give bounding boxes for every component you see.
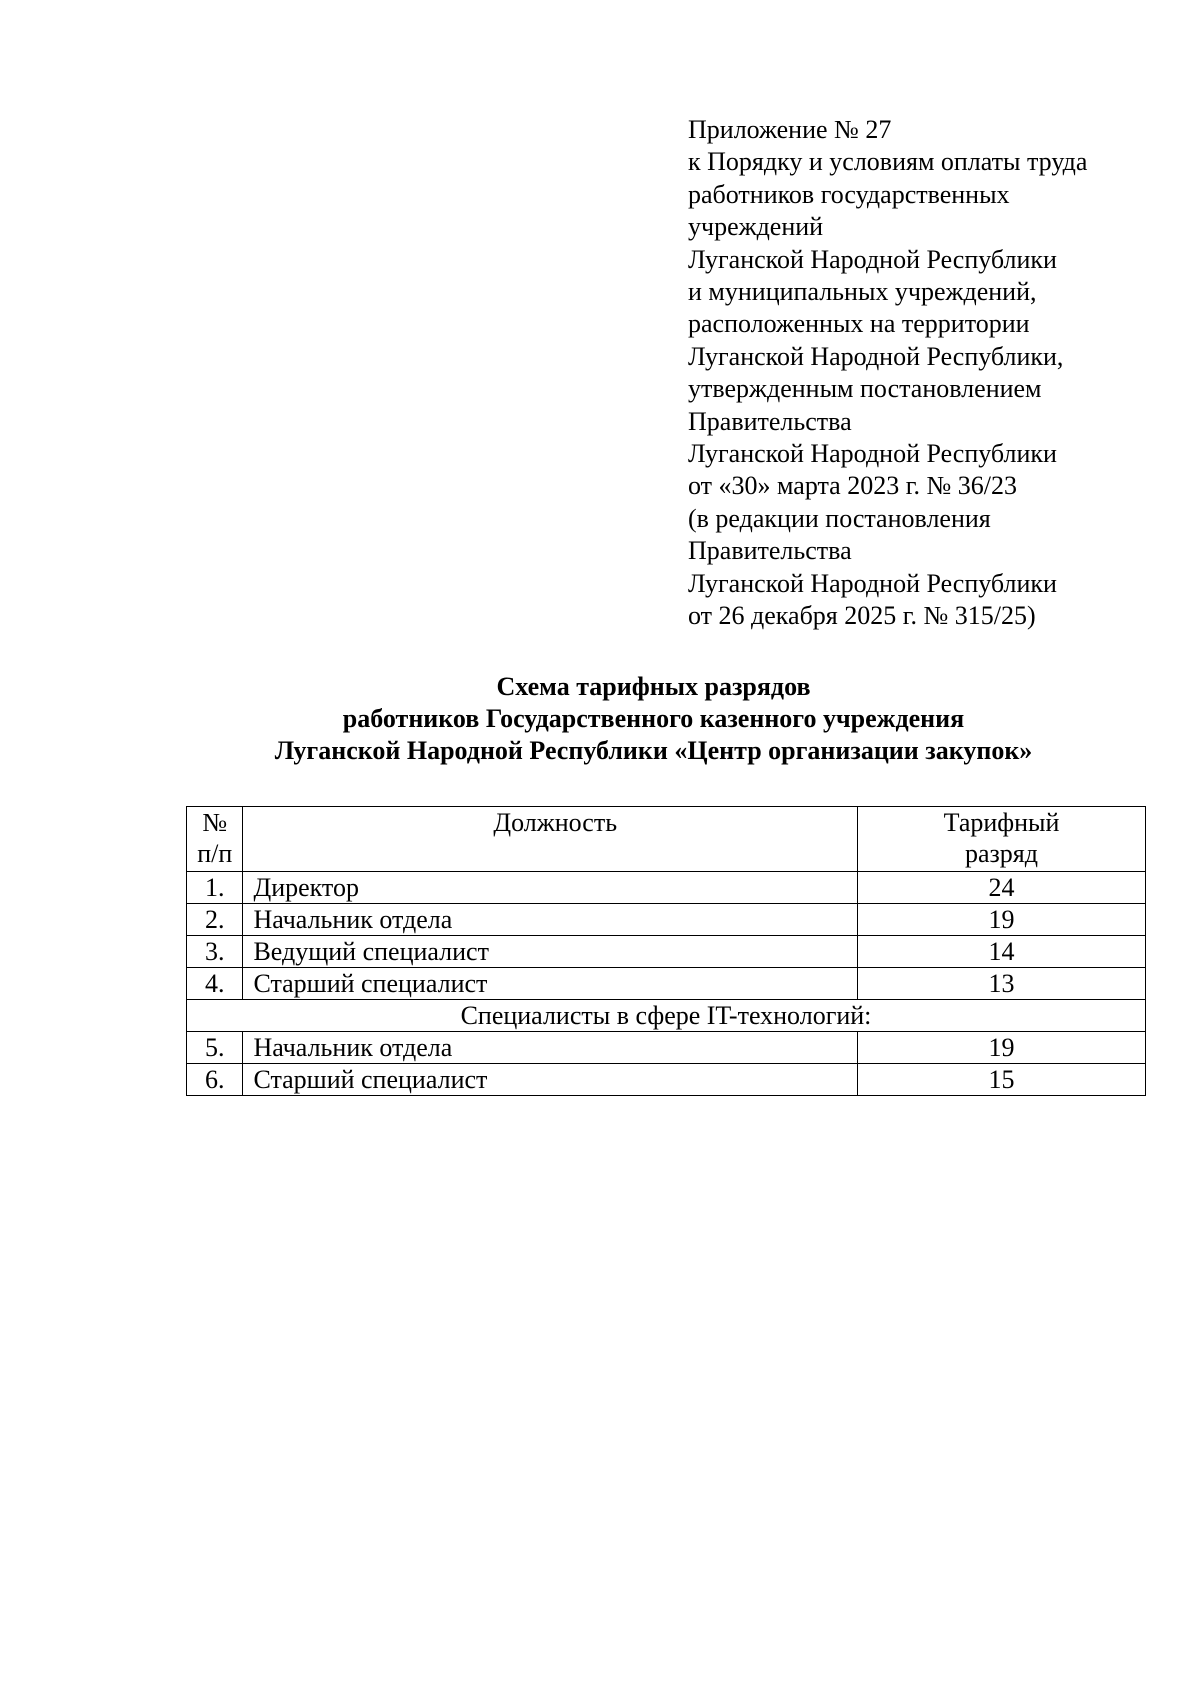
header-number [187, 807, 243, 872]
header-grade-line2: разряд [965, 839, 1038, 868]
appendix-line: расположенных на территории [688, 309, 1030, 339]
table-row [187, 936, 1146, 968]
appendix-line: учреждений [688, 212, 824, 242]
row-number: 4. [187, 968, 243, 1000]
row-number: 3. [187, 936, 243, 968]
table-row [187, 872, 1146, 904]
row-grade: 24 [858, 872, 1146, 904]
appendix-line: (в редакции постановления [688, 503, 991, 533]
table-row [187, 1064, 1146, 1096]
row-grade: 13 [858, 968, 1146, 1000]
appendix-line: Приложение № 27 [688, 115, 892, 144]
appendix-line: к Порядку и условиям оплаты труда [688, 147, 1088, 177]
table-row [187, 968, 1146, 1000]
row-grade: 19 [858, 904, 1146, 936]
row-number: 2. [187, 904, 243, 936]
appendix-line: и муниципальных учреждений, [688, 277, 1037, 307]
title-line: Схема тарифных разрядов [496, 672, 811, 701]
row-number: 6. [187, 1064, 243, 1096]
row-grade: 15 [858, 1064, 1146, 1096]
row-position: Старший специалист [243, 968, 858, 1000]
header-grade [858, 807, 1146, 872]
appendix-line: Луганской Народной Республики [688, 568, 1057, 598]
header-number-line2: п/п [197, 839, 233, 868]
row-position: Старший специалист [243, 1064, 858, 1096]
appendix-line: от 26 декабря 2025 г. № 315/25) [688, 601, 1036, 631]
row-grade: 19 [858, 1032, 1146, 1064]
table-row [187, 904, 1146, 936]
row-position: Директор [243, 872, 858, 904]
title-line: Луганской Народной Республики «Центр организации закупок» [274, 736, 1033, 765]
appendix-line: Луганской Народной Республики, [688, 341, 1064, 371]
row-position: Начальник отдела [243, 1032, 858, 1064]
header-position: Должность [243, 807, 858, 872]
appendix-line: Правительства [688, 536, 852, 566]
section-row [187, 1000, 1146, 1032]
row-position: Ведущий специалист [243, 936, 858, 968]
header-number-line1: № [202, 808, 228, 837]
section-title: Специалисты в сфере IT-технологий: [187, 1000, 1146, 1032]
appendix-line: работников государственных [688, 179, 1010, 209]
appendix-header [688, 114, 1188, 633]
title-line: работников Государственного казенного учреждения [342, 704, 965, 733]
appendix-line: Луганской Народной Республики [688, 244, 1057, 274]
row-position: Начальник отдела [243, 904, 858, 936]
row-grade: 14 [858, 936, 1146, 968]
header-grade-line1: Тарифный [943, 808, 1060, 837]
row-number: 5. [187, 1032, 243, 1064]
table-row [187, 1032, 1146, 1064]
row-number: 1. [187, 872, 243, 904]
appendix-line: от «30» марта 2023 г. № 36/23 [688, 471, 1017, 501]
document-title [0, 671, 1200, 767]
appendix-line: Правительства [688, 406, 852, 436]
appendix-line: Луганской Народной Республики [688, 439, 1057, 469]
appendix-line: утвержденным постановлением [688, 374, 1042, 404]
table-header-row [187, 807, 1146, 872]
tariff-grades-table [186, 806, 1146, 1096]
